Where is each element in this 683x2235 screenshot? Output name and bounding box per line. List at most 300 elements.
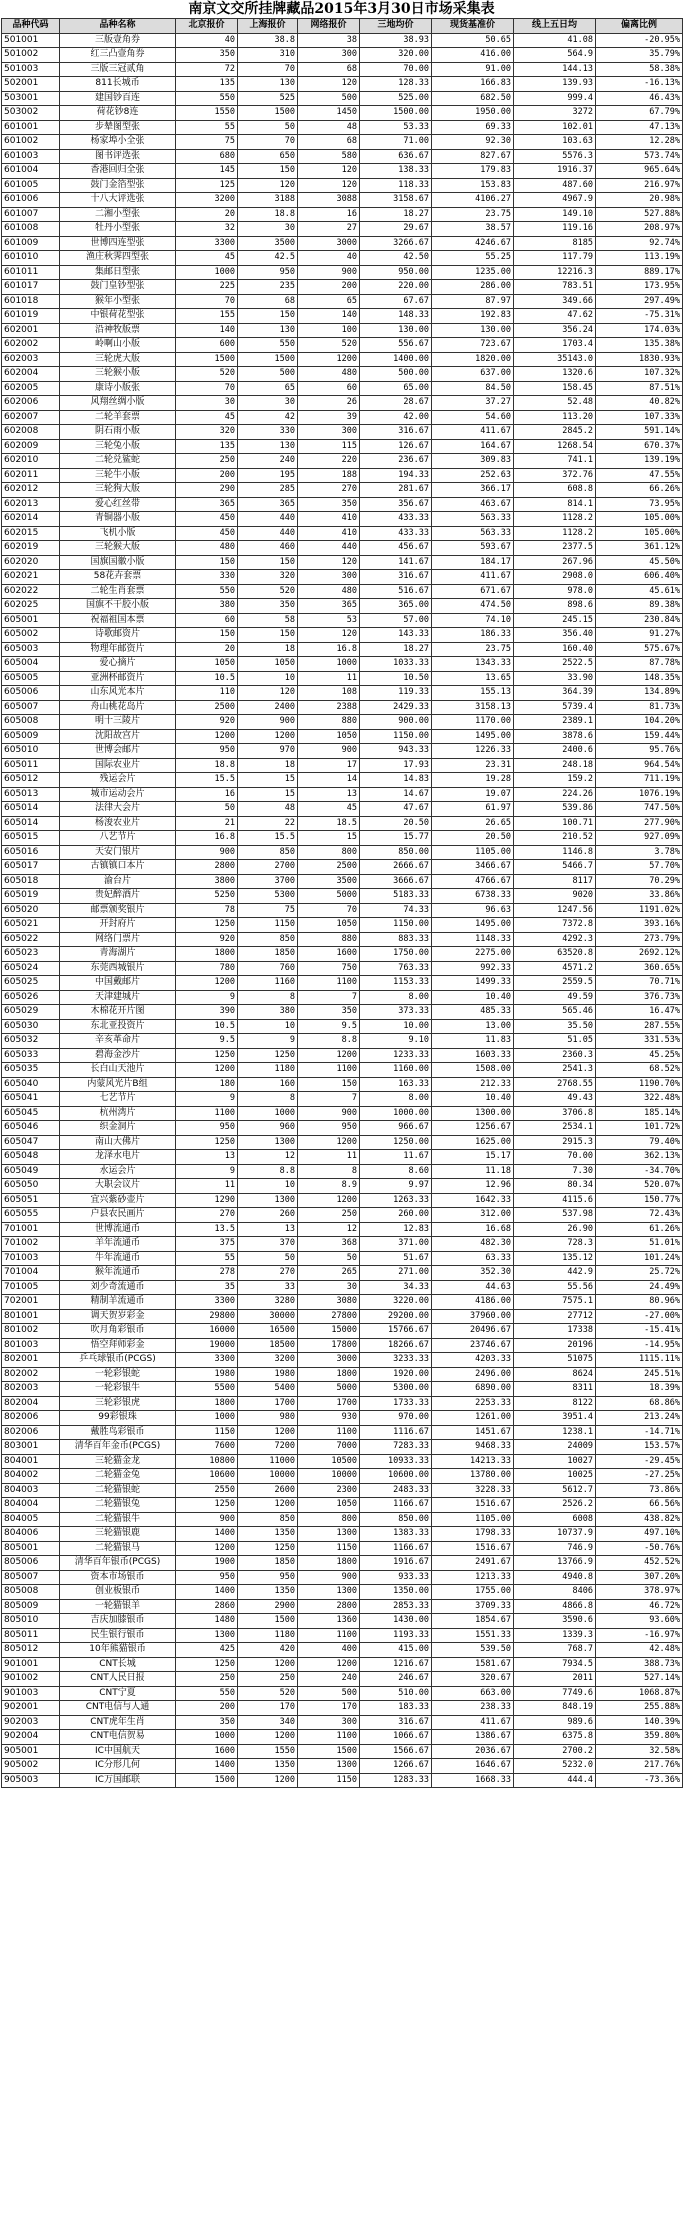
shanghai-price-cell: 1180 xyxy=(238,1628,298,1643)
deviation-cell: 87.78% xyxy=(596,657,683,672)
deviation-cell: 213.24% xyxy=(596,1411,683,1426)
base-price-cell: 309.83 xyxy=(432,454,514,469)
online-price-cell: 240 xyxy=(298,1672,360,1687)
name-cell: 山东风光本片 xyxy=(60,686,176,701)
name-cell: 红三凸壹角券 xyxy=(60,48,176,63)
table-row xyxy=(2,1440,683,1455)
code-cell: 905003 xyxy=(2,1773,60,1788)
beijing-price-cell: 70 xyxy=(176,294,238,309)
code-cell: 605016 xyxy=(2,845,60,860)
base-price-cell: 4246.67 xyxy=(432,236,514,251)
table-row xyxy=(2,1686,683,1701)
online-price-cell: 1800 xyxy=(298,1556,360,1571)
beijing-price-cell: 1300 xyxy=(176,1628,238,1643)
avg-price-cell: 950.00 xyxy=(360,265,432,280)
name-cell: 亚洲杯邮资片 xyxy=(60,671,176,686)
five-day-avg-cell: 6008 xyxy=(514,1512,596,1527)
base-price-cell: 166.83 xyxy=(432,77,514,92)
beijing-price-cell: 135 xyxy=(176,439,238,454)
online-price-cell: 1800 xyxy=(298,1367,360,1382)
name-cell: 香港回归全张 xyxy=(60,164,176,179)
deviation-cell: 61.26% xyxy=(596,1222,683,1237)
deviation-cell: -20.95% xyxy=(596,33,683,48)
five-day-avg-cell: 5739.4 xyxy=(514,700,596,715)
five-day-avg-cell: 210.52 xyxy=(514,831,596,846)
shanghai-price-cell: 150 xyxy=(238,164,298,179)
table-row xyxy=(2,657,683,672)
five-day-avg-cell: 51075 xyxy=(514,1353,596,1368)
name-cell: 爱心红丝带 xyxy=(60,497,176,512)
name-cell: 中银荷花型张 xyxy=(60,309,176,324)
five-day-avg-cell: 10025 xyxy=(514,1469,596,1484)
name-cell: 风翔丝绸小版 xyxy=(60,396,176,411)
online-price-cell: 65 xyxy=(298,294,360,309)
five-day-avg-cell: 999.4 xyxy=(514,91,596,106)
deviation-cell: 245.51% xyxy=(596,1367,683,1382)
avg-price-cell: 510.00 xyxy=(360,1686,432,1701)
base-price-cell: 2496.00 xyxy=(432,1367,514,1382)
base-price-cell: 2253.33 xyxy=(432,1396,514,1411)
base-price-cell: 238.33 xyxy=(432,1701,514,1716)
base-price-cell: 352.30 xyxy=(432,1266,514,1281)
base-price-cell: 14213.33 xyxy=(432,1454,514,1469)
base-price-cell: 1343.33 xyxy=(432,657,514,672)
avg-price-cell: 5183.33 xyxy=(360,889,432,904)
header-col-deviation: 偏离比例 xyxy=(596,19,683,34)
beijing-price-cell: 290 xyxy=(176,483,238,498)
base-price-cell: 84.50 xyxy=(432,381,514,396)
code-cell: 601018 xyxy=(2,294,60,309)
shanghai-price-cell: 10000 xyxy=(238,1469,298,1484)
shanghai-price-cell: 1350 xyxy=(238,1527,298,1542)
beijing-price-cell: 1550 xyxy=(176,106,238,121)
beijing-price-cell: 3200 xyxy=(176,193,238,208)
five-day-avg-cell: 52.48 xyxy=(514,396,596,411)
five-day-avg-cell: 1146.8 xyxy=(514,845,596,860)
five-day-avg-cell: 1320.6 xyxy=(514,367,596,382)
five-day-avg-cell: 746.9 xyxy=(514,1541,596,1556)
deviation-cell: 606.40% xyxy=(596,570,683,585)
avg-price-cell: 163.33 xyxy=(360,1077,432,1092)
table-row xyxy=(2,947,683,962)
shanghai-price-cell: 50 xyxy=(238,120,298,135)
online-price-cell: 120 xyxy=(298,77,360,92)
online-price-cell: 39 xyxy=(298,410,360,425)
online-price-cell: 440 xyxy=(298,541,360,556)
avg-price-cell: 8.00 xyxy=(360,990,432,1005)
base-price-cell: 1235.00 xyxy=(432,265,514,280)
name-cell: 内蒙风光片B组 xyxy=(60,1077,176,1092)
base-price-cell: 485.33 xyxy=(432,1005,514,1020)
shanghai-price-cell: 130 xyxy=(238,439,298,454)
base-price-cell: 74.10 xyxy=(432,613,514,628)
deviation-cell: 150.77% xyxy=(596,1193,683,1208)
name-cell: 东北亚投资片 xyxy=(60,1019,176,1034)
table-row xyxy=(2,1367,683,1382)
online-price-cell: 68 xyxy=(298,135,360,150)
five-day-avg-cell: 47.62 xyxy=(514,309,596,324)
table-row xyxy=(2,686,683,701)
beijing-price-cell: 1200 xyxy=(176,976,238,991)
online-price-cell: 27 xyxy=(298,222,360,237)
code-cell: 602009 xyxy=(2,439,60,454)
table-row xyxy=(2,1556,683,1571)
table-row xyxy=(2,1425,683,1440)
online-price-cell: 1050 xyxy=(298,729,360,744)
avg-price-cell: 29.67 xyxy=(360,222,432,237)
code-cell: 605008 xyxy=(2,715,60,730)
beijing-price-cell: 350 xyxy=(176,48,238,63)
shanghai-price-cell: 120 xyxy=(238,178,298,193)
online-price-cell: 410 xyxy=(298,526,360,541)
beijing-price-cell: 1800 xyxy=(176,1396,238,1411)
shanghai-price-cell: 235 xyxy=(238,280,298,295)
avg-price-cell: 15766.67 xyxy=(360,1324,432,1339)
base-price-cell: 539.50 xyxy=(432,1643,514,1658)
name-cell: 长白山天池片 xyxy=(60,1063,176,1078)
beijing-price-cell: 9 xyxy=(176,990,238,1005)
avg-price-cell: 1166.67 xyxy=(360,1498,432,1513)
code-cell: 802006 xyxy=(2,1425,60,1440)
name-cell: 网络门票片 xyxy=(60,932,176,947)
beijing-price-cell: 1000 xyxy=(176,265,238,280)
online-price-cell: 1360 xyxy=(298,1614,360,1629)
deviation-cell: 79.40% xyxy=(596,1135,683,1150)
shanghai-price-cell: 350 xyxy=(238,599,298,614)
five-day-avg-cell: 608.8 xyxy=(514,483,596,498)
five-day-avg-cell: 7575.1 xyxy=(514,1295,596,1310)
deviation-cell: 66.56% xyxy=(596,1498,683,1513)
five-day-avg-cell: 1703.4 xyxy=(514,338,596,353)
beijing-price-cell: 1600 xyxy=(176,1744,238,1759)
shanghai-price-cell: 650 xyxy=(238,149,298,164)
code-cell: 605047 xyxy=(2,1135,60,1150)
avg-price-cell: 9.10 xyxy=(360,1034,432,1049)
deviation-cell: 376.73% xyxy=(596,990,683,1005)
online-price-cell: 1100 xyxy=(298,976,360,991)
online-price-cell: 220 xyxy=(298,454,360,469)
base-price-cell: 1226.33 xyxy=(432,744,514,759)
base-price-cell: 1581.67 xyxy=(432,1657,514,1672)
shanghai-price-cell: 380 xyxy=(238,1005,298,1020)
base-price-cell: 44.63 xyxy=(432,1280,514,1295)
online-price-cell: 880 xyxy=(298,715,360,730)
online-price-cell: 1100 xyxy=(298,1063,360,1078)
avg-price-cell: 1193.33 xyxy=(360,1628,432,1643)
deviation-cell: 135.38% xyxy=(596,338,683,353)
beijing-price-cell: 18.8 xyxy=(176,758,238,773)
five-day-avg-cell: 1238.1 xyxy=(514,1425,596,1440)
name-cell: 二轮猫银牛 xyxy=(60,1512,176,1527)
five-day-avg-cell: 20196 xyxy=(514,1338,596,1353)
table-row xyxy=(2,454,683,469)
five-day-avg-cell: 2908.0 xyxy=(514,570,596,585)
beijing-price-cell: 390 xyxy=(176,1005,238,1020)
online-price-cell: 1300 xyxy=(298,1585,360,1600)
online-price-cell: 900 xyxy=(298,1570,360,1585)
avg-price-cell: 433.33 xyxy=(360,512,432,527)
online-price-cell: 1050 xyxy=(298,1498,360,1513)
online-price-cell: 15000 xyxy=(298,1324,360,1339)
beijing-price-cell: 10800 xyxy=(176,1454,238,1469)
code-cell: 605049 xyxy=(2,1164,60,1179)
code-cell: 805007 xyxy=(2,1570,60,1585)
table-row xyxy=(2,1019,683,1034)
beijing-price-cell: 425 xyxy=(176,1643,238,1658)
table-row xyxy=(2,309,683,324)
name-cell: 99彩银珠 xyxy=(60,1411,176,1426)
five-day-avg-cell: 3272 xyxy=(514,106,596,121)
base-price-cell: 1170.00 xyxy=(432,715,514,730)
shanghai-price-cell: 960 xyxy=(238,1121,298,1136)
online-price-cell: 1200 xyxy=(298,1193,360,1208)
code-cell: 503002 xyxy=(2,106,60,121)
table-row xyxy=(2,410,683,425)
avg-price-cell: 1153.33 xyxy=(360,976,432,991)
code-cell: 605022 xyxy=(2,932,60,947)
five-day-avg-cell: 364.39 xyxy=(514,686,596,701)
shanghai-price-cell: 1980 xyxy=(238,1367,298,1382)
code-cell: 805012 xyxy=(2,1643,60,1658)
header-col-name: 品种名称 xyxy=(60,19,176,34)
code-cell: 602008 xyxy=(2,425,60,440)
shanghai-price-cell: 1700 xyxy=(238,1396,298,1411)
deviation-cell: 527.88% xyxy=(596,207,683,222)
table-row xyxy=(2,1541,683,1556)
shanghai-price-cell: 460 xyxy=(238,541,298,556)
beijing-price-cell: 2500 xyxy=(176,700,238,715)
base-price-cell: 1213.33 xyxy=(432,1570,514,1585)
name-cell: 织金洞片 xyxy=(60,1121,176,1136)
code-cell: 602006 xyxy=(2,396,60,411)
base-price-cell: 3158.13 xyxy=(432,700,514,715)
avg-price-cell: 1166.67 xyxy=(360,1541,432,1556)
code-cell: 605007 xyxy=(2,700,60,715)
shanghai-price-cell: 1150 xyxy=(238,918,298,933)
five-day-avg-cell: 8311 xyxy=(514,1382,596,1397)
deviation-cell: 520.07% xyxy=(596,1179,683,1194)
beijing-price-cell: 70 xyxy=(176,381,238,396)
deviation-cell: 70.71% xyxy=(596,976,683,991)
online-price-cell: 1100 xyxy=(298,1730,360,1745)
base-price-cell: 4106.27 xyxy=(432,193,514,208)
five-day-avg-cell: 349.66 xyxy=(514,294,596,309)
avg-price-cell: 18.27 xyxy=(360,207,432,222)
shanghai-price-cell: 950 xyxy=(238,265,298,280)
sheet-title: 南京文交所挂牌藏品2015年3月30日市场采集表 xyxy=(188,1,495,17)
five-day-avg-cell: 5612.7 xyxy=(514,1483,596,1498)
online-price-cell: 1200 xyxy=(298,1135,360,1150)
online-price-cell: 8.8 xyxy=(298,1034,360,1049)
beijing-price-cell: 2800 xyxy=(176,860,238,875)
five-day-avg-cell: 2768.55 xyxy=(514,1077,596,1092)
avg-price-cell: 1733.33 xyxy=(360,1396,432,1411)
online-price-cell: 2500 xyxy=(298,860,360,875)
deviation-cell: 173.95% xyxy=(596,280,683,295)
name-cell: 世博四连型张 xyxy=(60,236,176,251)
deviation-cell: 217.76% xyxy=(596,1759,683,1774)
online-price-cell: 750 xyxy=(298,961,360,976)
table-body xyxy=(2,33,683,1788)
online-price-cell: 2300 xyxy=(298,1483,360,1498)
name-cell: 牡丹小型张 xyxy=(60,222,176,237)
beijing-price-cell: 29800 xyxy=(176,1309,238,1324)
online-price-cell: 365 xyxy=(298,599,360,614)
avg-price-cell: 1263.33 xyxy=(360,1193,432,1208)
beijing-price-cell: 7600 xyxy=(176,1440,238,1455)
online-price-cell: 7000 xyxy=(298,1440,360,1455)
deviation-cell: 68.52% xyxy=(596,1063,683,1078)
name-cell: 资本市场银币 xyxy=(60,1570,176,1585)
table-row xyxy=(2,1280,683,1295)
code-cell: 601010 xyxy=(2,251,60,266)
online-price-cell: 48 xyxy=(298,120,360,135)
online-price-cell: 188 xyxy=(298,468,360,483)
online-price-cell: 350 xyxy=(298,1005,360,1020)
five-day-avg-cell: 35.50 xyxy=(514,1019,596,1034)
shanghai-price-cell: 1300 xyxy=(238,1135,298,1150)
table-row xyxy=(2,1411,683,1426)
deviation-cell: 360.65% xyxy=(596,961,683,976)
table-row xyxy=(2,106,683,121)
name-cell: 阴石雨小版 xyxy=(60,425,176,440)
deviation-cell: 670.37% xyxy=(596,439,683,454)
shanghai-price-cell: 970 xyxy=(238,744,298,759)
deviation-cell: 45.25% xyxy=(596,1048,683,1063)
table-row xyxy=(2,599,683,614)
shanghai-price-cell: 240 xyxy=(238,454,298,469)
code-cell: 605012 xyxy=(2,773,60,788)
five-day-avg-cell: 117.79 xyxy=(514,251,596,266)
code-cell: 602019 xyxy=(2,541,60,556)
shanghai-price-cell: 15.5 xyxy=(238,831,298,846)
table-row xyxy=(2,323,683,338)
table-row xyxy=(2,149,683,164)
code-cell: 605023 xyxy=(2,947,60,962)
deviation-cell: 32.58% xyxy=(596,1744,683,1759)
avg-price-cell: 28.67 xyxy=(360,396,432,411)
deviation-cell: 12.28% xyxy=(596,135,683,150)
deviation-cell: 105.00% xyxy=(596,526,683,541)
base-price-cell: 6738.33 xyxy=(432,889,514,904)
avg-price-cell: 1266.67 xyxy=(360,1759,432,1774)
name-cell: 诗歌邮资片 xyxy=(60,628,176,643)
online-price-cell: 480 xyxy=(298,367,360,382)
table-row xyxy=(2,729,683,744)
code-cell: 605002 xyxy=(2,628,60,643)
five-day-avg-cell: 8117 xyxy=(514,874,596,889)
five-day-avg-cell: 4115.6 xyxy=(514,1193,596,1208)
deviation-cell: 51.01% xyxy=(596,1237,683,1252)
five-day-avg-cell: 2534.1 xyxy=(514,1121,596,1136)
code-cell: 605040 xyxy=(2,1077,60,1092)
deviation-cell: 46.43% xyxy=(596,91,683,106)
name-cell: 贵妃醉酒片 xyxy=(60,889,176,904)
five-day-avg-cell: 4940.8 xyxy=(514,1570,596,1585)
deviation-cell: 81.73% xyxy=(596,700,683,715)
name-cell: 一轮彩银蛇 xyxy=(60,1367,176,1382)
beijing-price-cell: 3300 xyxy=(176,1353,238,1368)
name-cell: 杭州湾片 xyxy=(60,1106,176,1121)
base-price-cell: 55.25 xyxy=(432,251,514,266)
code-cell: 802004 xyxy=(2,1396,60,1411)
beijing-price-cell: 1400 xyxy=(176,1759,238,1774)
table-row xyxy=(2,1135,683,1150)
deviation-cell: 159.44% xyxy=(596,729,683,744)
base-price-cell: 38.57 xyxy=(432,222,514,237)
code-cell: 605020 xyxy=(2,903,60,918)
code-cell: 601005 xyxy=(2,178,60,193)
code-cell: 905002 xyxy=(2,1759,60,1774)
base-price-cell: 1551.33 xyxy=(432,1628,514,1643)
avg-price-cell: 1150.00 xyxy=(360,729,432,744)
online-price-cell: 1600 xyxy=(298,947,360,962)
code-cell: 902001 xyxy=(2,1701,60,1716)
deviation-cell: 1191.02% xyxy=(596,903,683,918)
base-price-cell: 682.50 xyxy=(432,91,514,106)
name-cell: CNT电信与人通 xyxy=(60,1701,176,1716)
deviation-cell: 393.16% xyxy=(596,918,683,933)
base-price-cell: 26.65 xyxy=(432,816,514,831)
beijing-price-cell: 1250 xyxy=(176,918,238,933)
base-price-cell: 1798.33 xyxy=(432,1527,514,1542)
online-price-cell: 1100 xyxy=(298,1425,360,1440)
online-price-cell: 68 xyxy=(298,62,360,77)
base-price-cell: 1105.00 xyxy=(432,845,514,860)
online-price-cell: 900 xyxy=(298,1106,360,1121)
online-price-cell: 11 xyxy=(298,1150,360,1165)
beijing-price-cell: 200 xyxy=(176,1701,238,1716)
table-row xyxy=(2,1657,683,1672)
table-row xyxy=(2,976,683,991)
deviation-cell: 87.51% xyxy=(596,381,683,396)
five-day-avg-cell: 7749.6 xyxy=(514,1686,596,1701)
name-cell: 爱心摘片 xyxy=(60,657,176,672)
five-day-avg-cell: 113.20 xyxy=(514,410,596,425)
shanghai-price-cell: 195 xyxy=(238,468,298,483)
code-cell: 801002 xyxy=(2,1324,60,1339)
code-cell: 602013 xyxy=(2,497,60,512)
code-cell: 601004 xyxy=(2,164,60,179)
beijing-price-cell: 30 xyxy=(176,396,238,411)
base-price-cell: 13.00 xyxy=(432,1019,514,1034)
deviation-cell: 497.10% xyxy=(596,1527,683,1542)
avg-price-cell: 8.00 xyxy=(360,1092,432,1107)
beijing-price-cell: 365 xyxy=(176,497,238,512)
avg-price-cell: 5300.00 xyxy=(360,1382,432,1397)
shanghai-price-cell: 38.8 xyxy=(238,33,298,48)
name-cell: 三版三冠贰角 xyxy=(60,62,176,77)
deviation-cell: -14.95% xyxy=(596,1338,683,1353)
shanghai-price-cell: 550 xyxy=(238,338,298,353)
avg-price-cell: 15.77 xyxy=(360,831,432,846)
avg-price-cell: 271.00 xyxy=(360,1266,432,1281)
deviation-cell: 105.00% xyxy=(596,512,683,527)
base-price-cell: 2491.67 xyxy=(432,1556,514,1571)
code-cell: 802003 xyxy=(2,1382,60,1397)
table-row xyxy=(2,1193,683,1208)
deviation-cell: 33.86% xyxy=(596,889,683,904)
deviation-cell: 185.14% xyxy=(596,1106,683,1121)
online-price-cell: 70 xyxy=(298,903,360,918)
name-cell: 民生银行银币 xyxy=(60,1628,176,1643)
name-cell: 二轮生肖套票 xyxy=(60,584,176,599)
deviation-cell: 148.35% xyxy=(596,671,683,686)
name-cell: 世博流通币 xyxy=(60,1222,176,1237)
code-cell: 605006 xyxy=(2,686,60,701)
table-row xyxy=(2,1309,683,1324)
name-cell: 康诗小版张 xyxy=(60,381,176,396)
